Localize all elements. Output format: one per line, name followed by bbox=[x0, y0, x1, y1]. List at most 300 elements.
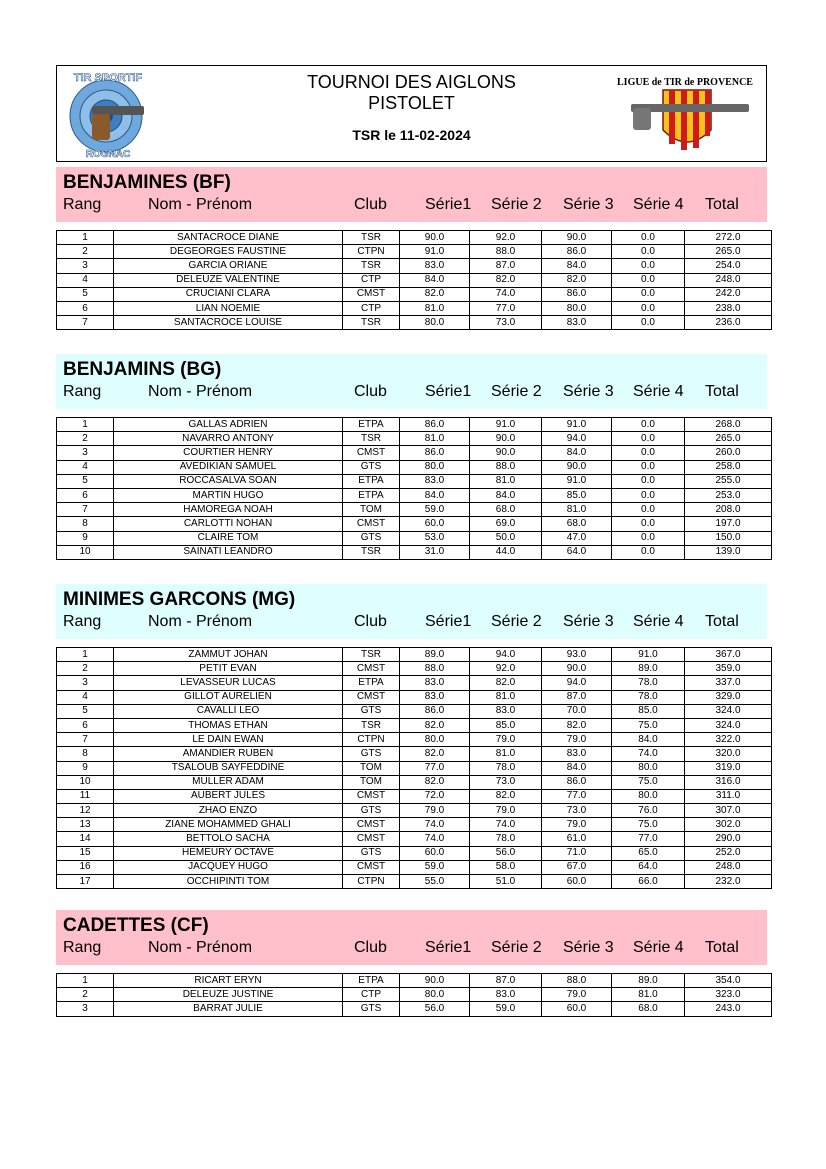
cell-rang: 3 bbox=[57, 259, 114, 273]
cell-s4: 85.0 bbox=[612, 704, 685, 718]
cell-club: ETPA bbox=[343, 974, 400, 988]
cell-s4: 78.0 bbox=[612, 690, 685, 704]
cell-s3: 93.0 bbox=[542, 648, 612, 662]
cell-nom: CAVALLI LEO bbox=[114, 704, 343, 718]
cell-s4: 91.0 bbox=[612, 648, 685, 662]
cell-s4: 0.0 bbox=[612, 531, 685, 545]
cell-s4: 89.0 bbox=[612, 974, 685, 988]
cell-s2: 92.0 bbox=[470, 662, 542, 676]
cell-club: ETPA bbox=[343, 474, 400, 488]
cell-club: CTP bbox=[343, 273, 400, 287]
cell-s4: 89.0 bbox=[612, 662, 685, 676]
cell-s3: 86.0 bbox=[542, 775, 612, 789]
cell-rang: 1 bbox=[57, 974, 114, 988]
cell-s3: 88.0 bbox=[542, 974, 612, 988]
cell-s3: 84.0 bbox=[542, 259, 612, 273]
cell-s2: 77.0 bbox=[470, 301, 542, 315]
cell-s1: 90.0 bbox=[400, 231, 470, 245]
cell-s3: 81.0 bbox=[542, 503, 612, 517]
category-band bbox=[56, 910, 767, 965]
cell-total: 307.0 bbox=[685, 804, 772, 818]
cell-s2: 84.0 bbox=[470, 488, 542, 502]
cell-s3: 79.0 bbox=[542, 733, 612, 747]
cell-s4: 80.0 bbox=[612, 761, 685, 775]
cell-s2: 58.0 bbox=[470, 860, 542, 874]
cell-total: 258.0 bbox=[685, 460, 772, 474]
column-header-club: Club bbox=[354, 383, 387, 400]
cell-s3: 79.0 bbox=[542, 818, 612, 832]
cell-club: ETPA bbox=[343, 488, 400, 502]
table-row bbox=[57, 875, 772, 889]
cell-s2: 68.0 bbox=[470, 503, 542, 517]
cell-rang: 4 bbox=[57, 690, 114, 704]
column-header-total: Total bbox=[705, 196, 739, 213]
cell-club: TSR bbox=[343, 718, 400, 732]
cell-nom: SAINATI LEANDRO bbox=[114, 545, 343, 559]
cell-s2: 69.0 bbox=[470, 517, 542, 531]
cell-nom: ZAMMUT JOHAN bbox=[114, 648, 343, 662]
cell-club: CTPN bbox=[343, 245, 400, 259]
cell-s4: 0.0 bbox=[612, 231, 685, 245]
cell-s3: 60.0 bbox=[542, 1002, 612, 1016]
cell-s4: 0.0 bbox=[612, 517, 685, 531]
cell-s2: 81.0 bbox=[470, 747, 542, 761]
cell-total: 322.0 bbox=[685, 733, 772, 747]
cell-s2: 94.0 bbox=[470, 648, 542, 662]
cell-nom: GALLAS ADRIEN bbox=[114, 418, 343, 432]
cell-s1: 59.0 bbox=[400, 860, 470, 874]
cell-s3: 85.0 bbox=[542, 488, 612, 502]
cell-rang: 1 bbox=[57, 648, 114, 662]
column-header-s3: Série 3 bbox=[563, 613, 614, 630]
cell-s2: 74.0 bbox=[470, 818, 542, 832]
cell-nom: HEMEURY OCTAVE bbox=[114, 846, 343, 860]
cell-rang: 8 bbox=[57, 747, 114, 761]
column-header-nom: Nom - Prénom bbox=[148, 383, 253, 400]
cell-s3: 90.0 bbox=[542, 460, 612, 474]
cell-s1: 91.0 bbox=[400, 245, 470, 259]
cell-s4: 80.0 bbox=[612, 789, 685, 803]
column-header-club: Club bbox=[354, 939, 387, 956]
cell-s2: 83.0 bbox=[470, 988, 542, 1002]
cell-nom: CLAIRE TOM bbox=[114, 531, 343, 545]
category-band bbox=[56, 167, 767, 222]
svg-text:TIR SPORTIF: TIR SPORTIF bbox=[73, 72, 143, 84]
event-date: TSR le 11-02-2024 bbox=[352, 127, 471, 143]
column-header-s2: Série 2 bbox=[491, 939, 542, 956]
cell-rang: 7 bbox=[57, 316, 114, 330]
cell-rang: 7 bbox=[57, 503, 114, 517]
cell-s4: 0.0 bbox=[612, 245, 685, 259]
cell-s1: 83.0 bbox=[400, 474, 470, 488]
column-header-s1: Série1 bbox=[425, 613, 472, 630]
cell-s1: 82.0 bbox=[400, 718, 470, 732]
cell-s2: 73.0 bbox=[470, 316, 542, 330]
cell-s1: 74.0 bbox=[400, 832, 470, 846]
cell-s3: 94.0 bbox=[542, 676, 612, 690]
cell-s3: 77.0 bbox=[542, 789, 612, 803]
cell-club: CMST bbox=[343, 517, 400, 531]
cell-s1: 60.0 bbox=[400, 846, 470, 860]
cell-club: GTS bbox=[343, 747, 400, 761]
cell-s3: 61.0 bbox=[542, 832, 612, 846]
table-row bbox=[57, 846, 772, 860]
cell-club: CMST bbox=[343, 287, 400, 301]
cell-rang: 2 bbox=[57, 988, 114, 1002]
cell-s3: 82.0 bbox=[542, 273, 612, 287]
cell-total: 150.0 bbox=[685, 531, 772, 545]
cell-club: CTPN bbox=[343, 733, 400, 747]
cell-s4: 0.0 bbox=[612, 316, 685, 330]
cell-s1: 80.0 bbox=[400, 460, 470, 474]
cell-total: 242.0 bbox=[685, 287, 772, 301]
cell-s3: 94.0 bbox=[542, 432, 612, 446]
cell-s1: 79.0 bbox=[400, 804, 470, 818]
cell-rang: 15 bbox=[57, 846, 114, 860]
cell-club: ETPA bbox=[343, 676, 400, 690]
category-title: MINIMES GARCONS (MG) bbox=[63, 589, 296, 610]
column-header-s1: Série1 bbox=[425, 939, 472, 956]
cell-total: 265.0 bbox=[685, 432, 772, 446]
results-table bbox=[56, 417, 772, 560]
cell-s4: 68.0 bbox=[612, 1002, 685, 1016]
table-row bbox=[57, 832, 772, 846]
cell-total: 329.0 bbox=[685, 690, 772, 704]
cell-total: 255.0 bbox=[685, 474, 772, 488]
cell-s4: 0.0 bbox=[612, 301, 685, 315]
cell-total: 252.0 bbox=[685, 846, 772, 860]
cell-s1: 80.0 bbox=[400, 316, 470, 330]
cell-s1: 80.0 bbox=[400, 733, 470, 747]
cell-rang: 9 bbox=[57, 531, 114, 545]
column-header-s4: Série 4 bbox=[633, 383, 684, 400]
cell-total: 311.0 bbox=[685, 789, 772, 803]
cell-nom: LIAN NOEMIE bbox=[114, 301, 343, 315]
cell-club: GTS bbox=[343, 460, 400, 474]
cell-s4: 0.0 bbox=[612, 273, 685, 287]
cell-nom: ZIANE MOHAMMED GHALI bbox=[114, 818, 343, 832]
cell-nom: LE DAIN EWAN bbox=[114, 733, 343, 747]
table-row bbox=[57, 988, 772, 1002]
table-row bbox=[57, 460, 772, 474]
cell-club: GTS bbox=[343, 531, 400, 545]
cell-rang: 5 bbox=[57, 287, 114, 301]
cell-club: GTS bbox=[343, 1002, 400, 1016]
cell-total: 290.0 bbox=[685, 832, 772, 846]
cell-s4: 84.0 bbox=[612, 733, 685, 747]
cell-total: 260.0 bbox=[685, 446, 772, 460]
table-row bbox=[57, 245, 772, 259]
cell-nom: SANTACROCE LOUISE bbox=[114, 316, 343, 330]
cell-club: CTP bbox=[343, 988, 400, 1002]
cell-s2: 73.0 bbox=[470, 775, 542, 789]
cell-club: CMST bbox=[343, 690, 400, 704]
cell-total: 243.0 bbox=[685, 1002, 772, 1016]
table-row bbox=[57, 301, 772, 315]
column-header-rang: Rang bbox=[63, 383, 102, 400]
cell-nom: SANTACROCE DIANE bbox=[114, 231, 343, 245]
cell-s2: 81.0 bbox=[470, 690, 542, 704]
cell-nom: MARTIN HUGO bbox=[114, 488, 343, 502]
cell-rang: 2 bbox=[57, 245, 114, 259]
cell-club: GTS bbox=[343, 704, 400, 718]
cell-total: 208.0 bbox=[685, 503, 772, 517]
cell-s1: 84.0 bbox=[400, 488, 470, 502]
cell-nom: DELEUZE VALENTINE bbox=[114, 273, 343, 287]
table-row bbox=[57, 287, 772, 301]
cell-s2: 59.0 bbox=[470, 1002, 542, 1016]
cell-s3: 67.0 bbox=[542, 860, 612, 874]
cell-s1: 81.0 bbox=[400, 301, 470, 315]
cell-s4: 0.0 bbox=[612, 460, 685, 474]
cell-nom: THOMAS ETHAN bbox=[114, 718, 343, 732]
cell-total: 354.0 bbox=[685, 974, 772, 988]
table-row bbox=[57, 488, 772, 502]
cell-rang: 1 bbox=[57, 231, 114, 245]
table-row bbox=[57, 446, 772, 460]
column-header-total: Total bbox=[705, 939, 739, 956]
table-row bbox=[57, 818, 772, 832]
cell-s2: 79.0 bbox=[470, 733, 542, 747]
cell-s2: 83.0 bbox=[470, 704, 542, 718]
cell-s1: 53.0 bbox=[400, 531, 470, 545]
table-row bbox=[57, 676, 772, 690]
results-table bbox=[56, 230, 772, 330]
cell-total: 323.0 bbox=[685, 988, 772, 1002]
cell-s3: 86.0 bbox=[542, 245, 612, 259]
cell-s1: 86.0 bbox=[400, 418, 470, 432]
column-header-s3: Série 3 bbox=[563, 383, 614, 400]
cell-total: 253.0 bbox=[685, 488, 772, 502]
cell-club: TSR bbox=[343, 316, 400, 330]
column-header-nom: Nom - Prénom bbox=[148, 613, 253, 630]
cell-nom: BETTOLO SACHA bbox=[114, 832, 343, 846]
cell-s3: 60.0 bbox=[542, 875, 612, 889]
cell-nom: HAMOREGA NOAH bbox=[114, 503, 343, 517]
cell-total: 302.0 bbox=[685, 818, 772, 832]
cell-s2: 88.0 bbox=[470, 245, 542, 259]
cell-rang: 5 bbox=[57, 474, 114, 488]
cell-total: 359.0 bbox=[685, 662, 772, 676]
column-header-rang: Rang bbox=[63, 613, 102, 630]
cell-s2: 82.0 bbox=[470, 273, 542, 287]
cell-s4: 74.0 bbox=[612, 747, 685, 761]
cell-club: CMST bbox=[343, 818, 400, 832]
cell-rang: 17 bbox=[57, 875, 114, 889]
ligue-provence-logo bbox=[611, 70, 756, 158]
cell-s2: 88.0 bbox=[470, 460, 542, 474]
cell-s1: 81.0 bbox=[400, 432, 470, 446]
table-row bbox=[57, 531, 772, 545]
cell-s3: 73.0 bbox=[542, 804, 612, 818]
cell-s1: 80.0 bbox=[400, 988, 470, 1002]
cell-total: 324.0 bbox=[685, 718, 772, 732]
cell-s3: 86.0 bbox=[542, 287, 612, 301]
cell-s3: 91.0 bbox=[542, 418, 612, 432]
table-row bbox=[57, 545, 772, 559]
svg-text:ROGNAC: ROGNAC bbox=[85, 149, 131, 160]
cell-club: CMST bbox=[343, 789, 400, 803]
cell-s3: 47.0 bbox=[542, 531, 612, 545]
cell-s1: 60.0 bbox=[400, 517, 470, 531]
cell-nom: NAVARRO ANTONY bbox=[114, 432, 343, 446]
table-row bbox=[57, 747, 772, 761]
cell-club: TOM bbox=[343, 761, 400, 775]
category-band bbox=[56, 354, 767, 409]
column-header-s2: Série 2 bbox=[491, 613, 542, 630]
cell-s2: 82.0 bbox=[470, 789, 542, 803]
cell-nom: GILLOT AURELIEN bbox=[114, 690, 343, 704]
column-header-s3: Série 3 bbox=[563, 939, 614, 956]
cell-nom: TSALOUB SAYFEDDINE bbox=[114, 761, 343, 775]
cell-s2: 81.0 bbox=[470, 474, 542, 488]
cell-total: 272.0 bbox=[685, 231, 772, 245]
cell-club: TSR bbox=[343, 231, 400, 245]
cell-s1: 88.0 bbox=[400, 662, 470, 676]
cell-s1: 82.0 bbox=[400, 747, 470, 761]
column-header-rang: Rang bbox=[63, 939, 102, 956]
cell-s1: 74.0 bbox=[400, 818, 470, 832]
table-row bbox=[57, 789, 772, 803]
column-header-s2: Série 2 bbox=[491, 196, 542, 213]
cell-rang: 10 bbox=[57, 545, 114, 559]
cell-s3: 90.0 bbox=[542, 231, 612, 245]
table-row bbox=[57, 474, 772, 488]
column-header-s1: Série1 bbox=[425, 383, 472, 400]
cell-s2: 92.0 bbox=[470, 231, 542, 245]
cell-s1: 72.0 bbox=[400, 789, 470, 803]
cell-s3: 68.0 bbox=[542, 517, 612, 531]
cell-rang: 3 bbox=[57, 676, 114, 690]
table-row bbox=[57, 316, 772, 330]
cell-s2: 51.0 bbox=[470, 875, 542, 889]
table-row bbox=[57, 432, 772, 446]
category-band bbox=[56, 584, 767, 639]
cell-s4: 77.0 bbox=[612, 832, 685, 846]
cell-total: 232.0 bbox=[685, 875, 772, 889]
cell-s4: 66.0 bbox=[612, 875, 685, 889]
cell-s1: 86.0 bbox=[400, 446, 470, 460]
cell-club: CMST bbox=[343, 446, 400, 460]
cell-rang: 16 bbox=[57, 860, 114, 874]
table-row bbox=[57, 733, 772, 747]
cell-s3: 84.0 bbox=[542, 446, 612, 460]
cell-s4: 0.0 bbox=[612, 432, 685, 446]
cell-s3: 84.0 bbox=[542, 761, 612, 775]
cell-s4: 0.0 bbox=[612, 259, 685, 273]
cell-rang: 1 bbox=[57, 418, 114, 432]
cell-s4: 65.0 bbox=[612, 846, 685, 860]
table-row bbox=[57, 259, 772, 273]
cell-total: 248.0 bbox=[685, 860, 772, 874]
cell-s2: 44.0 bbox=[470, 545, 542, 559]
cell-s3: 83.0 bbox=[542, 747, 612, 761]
cell-nom: PETIT EVAN bbox=[114, 662, 343, 676]
category-title: CADETTES (CF) bbox=[63, 915, 209, 936]
cell-club: GTS bbox=[343, 846, 400, 860]
cell-total: 367.0 bbox=[685, 648, 772, 662]
table-row bbox=[57, 860, 772, 874]
cell-total: 316.0 bbox=[685, 775, 772, 789]
cell-rang: 8 bbox=[57, 517, 114, 531]
cell-club: GTS bbox=[343, 804, 400, 818]
cell-s2: 78.0 bbox=[470, 761, 542, 775]
cell-s1: 82.0 bbox=[400, 287, 470, 301]
cell-club: TOM bbox=[343, 775, 400, 789]
cell-club: CMST bbox=[343, 832, 400, 846]
cell-club: CMST bbox=[343, 860, 400, 874]
cell-nom: CRUCIANI CLARA bbox=[114, 287, 343, 301]
table-row bbox=[57, 761, 772, 775]
cell-s1: 90.0 bbox=[400, 974, 470, 988]
cell-s4: 76.0 bbox=[612, 804, 685, 818]
table-row bbox=[57, 273, 772, 287]
cell-rang: 4 bbox=[57, 273, 114, 287]
cell-rang: 12 bbox=[57, 804, 114, 818]
table-row bbox=[57, 648, 772, 662]
cell-s4: 78.0 bbox=[612, 676, 685, 690]
cell-club: ETPA bbox=[343, 418, 400, 432]
cell-total: 254.0 bbox=[685, 259, 772, 273]
cell-rang: 14 bbox=[57, 832, 114, 846]
table-row bbox=[57, 690, 772, 704]
cell-s2: 50.0 bbox=[470, 531, 542, 545]
cell-s4: 75.0 bbox=[612, 718, 685, 732]
document-header bbox=[56, 65, 767, 162]
cell-s4: 0.0 bbox=[612, 474, 685, 488]
svg-text:LIGUE de TIR de PROVENCE: LIGUE de TIR de PROVENCE bbox=[617, 77, 753, 88]
cell-nom: CARLOTTI NOHAN bbox=[114, 517, 343, 531]
cell-s4: 0.0 bbox=[612, 545, 685, 559]
cell-club: TOM bbox=[343, 503, 400, 517]
table-row bbox=[57, 1002, 772, 1016]
cell-nom: COURTIER HENRY bbox=[114, 446, 343, 460]
cell-s2: 79.0 bbox=[470, 804, 542, 818]
cell-s2: 87.0 bbox=[470, 974, 542, 988]
cell-rang: 10 bbox=[57, 775, 114, 789]
cell-total: 236.0 bbox=[685, 316, 772, 330]
column-header-total: Total bbox=[705, 383, 739, 400]
cell-nom: AMANDIER RUBEN bbox=[114, 747, 343, 761]
cell-rang: 5 bbox=[57, 704, 114, 718]
results-table bbox=[56, 973, 772, 1017]
cell-club: TSR bbox=[343, 432, 400, 446]
column-header-s3: Série 3 bbox=[563, 196, 614, 213]
cell-s1: 89.0 bbox=[400, 648, 470, 662]
cell-s1: 83.0 bbox=[400, 690, 470, 704]
column-header-nom: Nom - Prénom bbox=[148, 196, 253, 213]
cell-nom: JACQUEY HUGO bbox=[114, 860, 343, 874]
cell-nom: OCCHIPINTI TOM bbox=[114, 875, 343, 889]
cell-s1: 83.0 bbox=[400, 676, 470, 690]
category-title: BENJAMINES (BF) bbox=[63, 172, 231, 193]
cell-s2: 91.0 bbox=[470, 418, 542, 432]
column-header-club: Club bbox=[354, 196, 387, 213]
cell-total: 265.0 bbox=[685, 245, 772, 259]
cell-total: 139.0 bbox=[685, 545, 772, 559]
tournament-title: TOURNOI DES AIGLONS bbox=[307, 72, 516, 92]
table-row bbox=[57, 418, 772, 432]
cell-nom: ZHAO ENZO bbox=[114, 804, 343, 818]
cell-nom: DEGEORGES FAUSTINE bbox=[114, 245, 343, 259]
results-table bbox=[56, 647, 772, 889]
cell-s4: 0.0 bbox=[612, 488, 685, 502]
cell-s2: 82.0 bbox=[470, 676, 542, 690]
cell-nom: RICART ERYN bbox=[114, 974, 343, 988]
cell-total: 337.0 bbox=[685, 676, 772, 690]
cell-rang: 3 bbox=[57, 446, 114, 460]
cell-s3: 71.0 bbox=[542, 846, 612, 860]
